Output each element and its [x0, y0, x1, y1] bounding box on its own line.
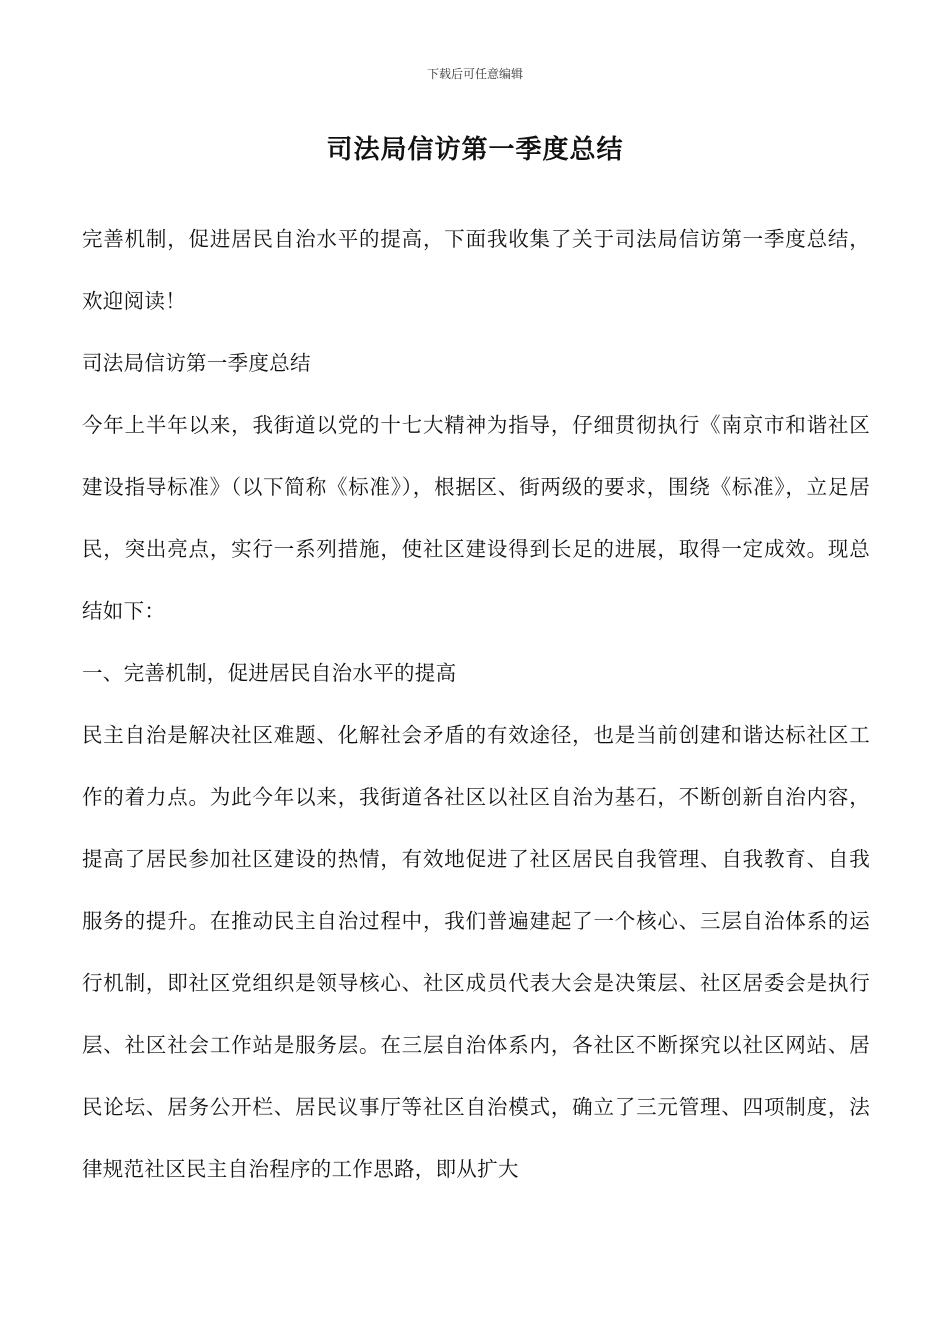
section-paragraph: 民主自治是解决社区难题、化解社会矛盾的有效途径，也是当前创建和谐达标社区工作的着力点。为此今年以来，我街道各社区以社区自治为基石，不断创新自治内容，提高了居民参加社区建设的热情，有效地促进了社区居民自我管理、自我教育、自我服务的提升。在推动民主自治过程中，我们普遍建起了一个核心、三层自治体系的运行机制，即社区党组织是领导核心、社区成员代表大会是决策层、社区居委会是执行层、社区社会工作站是服务层。在三层自治体系内，各社区不断探究以社区网站、居民论坛、居务公开栏、居民议事厅等社区自治模式，确立了三元管理、四项制度，法律规范社区民主自治程序的工作思路，即从扩大	[82, 723, 870, 1181]
summary-paragraph: 今年上半年以来，我街道以党的十七大精神为指导，仔细贯彻执行《南京市和谐社区建设指导标准》（以下简称《标准》），根据区、街两级的要求，围绕《标准》，立足居民，突出亮点，实行一系列措施，使社区建设得到长足的进展，取得一定成效。现总结如下：	[82, 413, 870, 623]
section-heading: 一、完善机制，促进居民自治水平的提高	[82, 661, 457, 685]
intro-paragraph: 完善机制，促进居民自治水平的提高，下面我收集了关于司法局信访第一季度总结，欢迎阅读！	[82, 227, 870, 313]
document-title: 司法局信访第一季度总结	[326, 135, 624, 165]
header-note: 下载后可任意编辑	[426, 67, 523, 81]
document-body	[82, 208, 870, 1200]
subtitle-paragraph: 司法局信访第一季度总结	[82, 351, 311, 375]
